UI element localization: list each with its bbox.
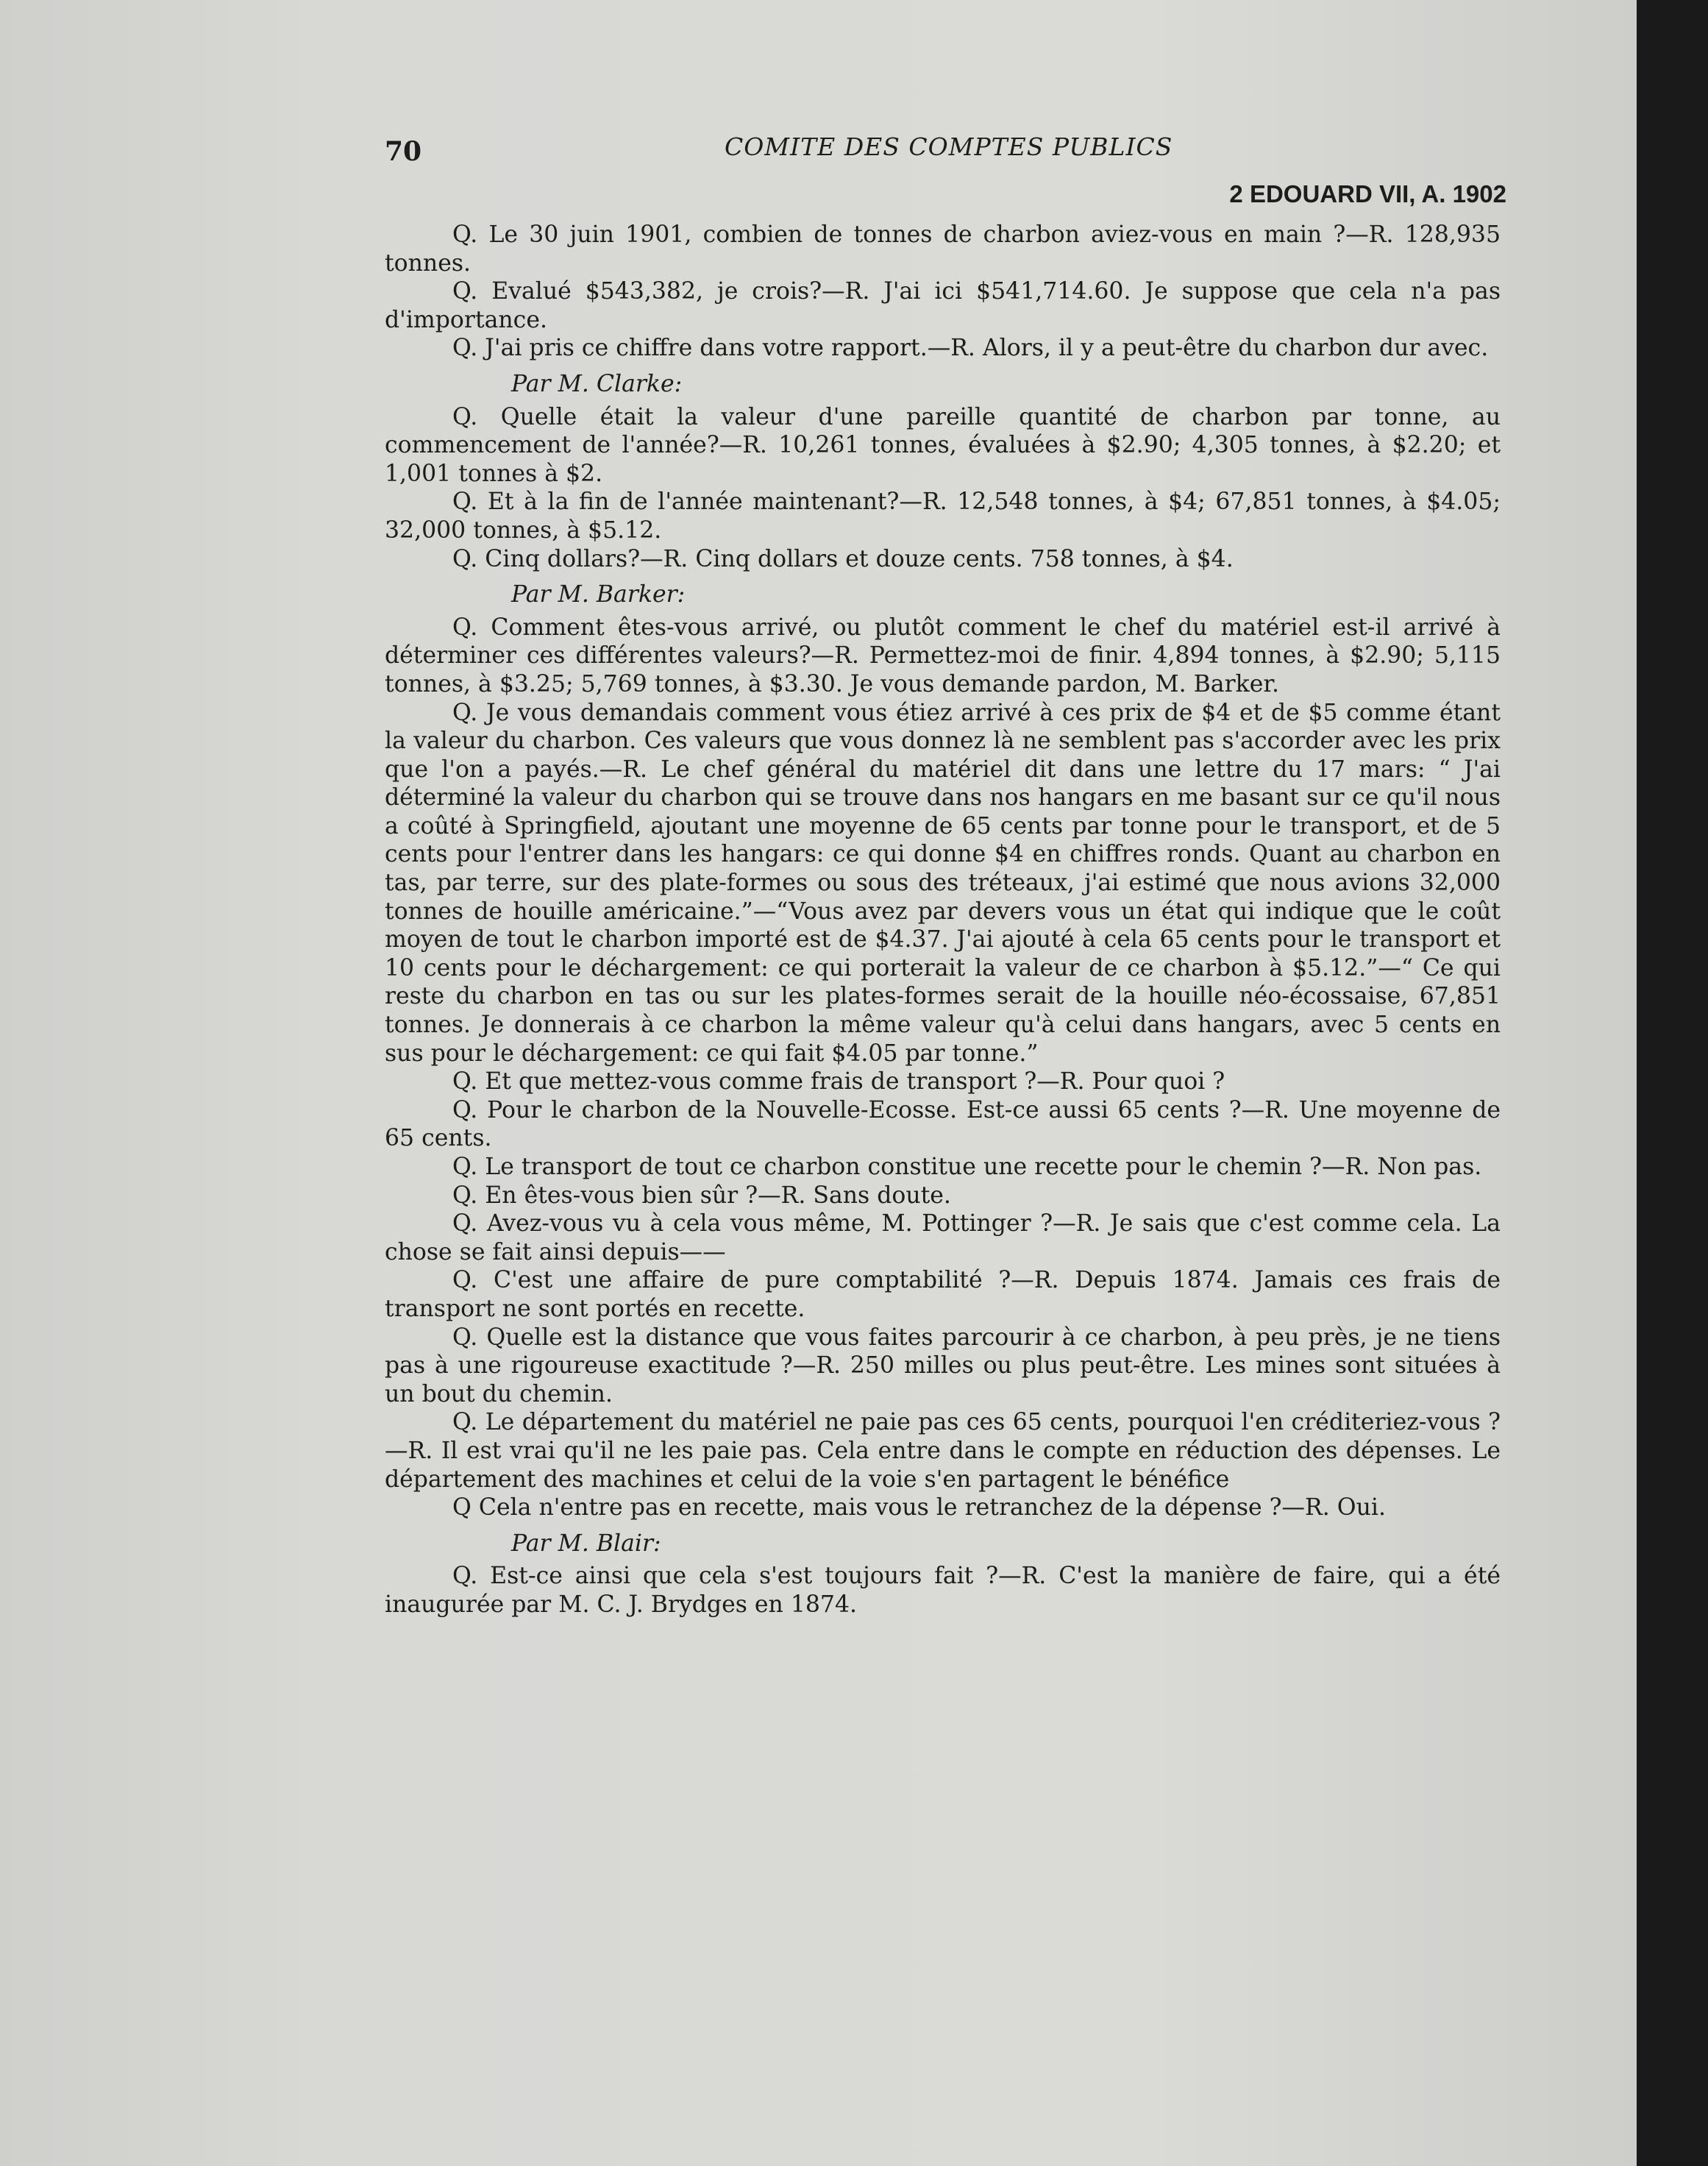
qa-paragraph: Q. Le transport de tout ce charbon constitue une recette pour le chemin ?—R. Non pas. [452,1154,1482,1180]
qa-paragraph: Q. Quelle est la distance que vous faites parcourir à ce charbon, à peu près, je ne tiens pas à une rigoureuse exactitude ?—R. 250 milles ou plus peut-être. Les mines sont situées à un bout du chemin. [385,1324,1501,1407]
speaker-heading: Par M. Clarke: [511,370,683,397]
speaker-heading: Par M. Blair: [511,1530,661,1557]
qa-paragraph: Q. Je vous demandais comment vous étiez arrivé à ces prix de $4 et de $5 comme étant la valeur du charbon. Ces valeurs que vous donnez là ne semblent pas s'accorder avec les prix que l'on a payés.—R. Le chef général du matériel dit dans une lettre du 17 mars: “ J'ai déterminé la valeur du charbon qui se trouve dans nos hangars en me basant sur ce qu'il nous a coûté à Springfield, ajoutant une moyenne de 65 cents par tonne pour le transport, et de 5 cents pour l'entrer dans les hangars: ce qui donne $4 en chiffres ronds. Quant au charbon en tas, par terre, sur des plate-formes ou sous des tréteaux, j'ai estimé que nous avions 32,000 tonnes de houille américaine.”—“Vous avez par devers vous un état qui indique que le coût moyen de tout le charbon importé est de $4.37. J'ai ajouté à cela 65 cents pour le transport et 10 cents pour le déchargement: ce qui porterait la valeur de ce charbon à $5.12.”—“ Ce qui reste du charbon en tas ou sur les plates-formes serait de la houille néo-écossaise, 67,851 tonnes. Je donnerais à ce charbon la même valeur qu'à celui dans hangars, avec 5 cents en sus pour le déchargement: ce qui fait $4.05 par tonne.” [385,699,1501,1067]
qa-paragraph: Q. Et à la fin de l'année maintenant?—R. 12,548 tonnes, à $4; 67,851 tonnes, à $4.05; 32,000 tonnes, à $5.12. [385,489,1501,544]
qa-paragraph: Q. Comment êtes-vous arrivé, ou plutôt comment le chef du matériel est-il arrivé à déterminer ces différentes valeurs?—R. Permettez-moi de finir. 4,894 tonnes, à $2.90; 5,115 tonnes, à $3.25; 5,769 tonnes, à $3.30. Je vous demande pardon, M. Barker. [385,614,1501,697]
page-number: 70 [385,136,422,167]
session-label: 2 EDOUARD VII, A. 1902 [1229,180,1506,207]
qa-paragraph: Q. C'est une affaire de pure comptabilité ?—R. Depuis 1874. Jamais ces frais de transport ne sont portés en recette. [385,1267,1501,1322]
qa-paragraph: Q. Avez-vous vu à cela vous même, M. Pottinger ?—R. Je sais que c'est comme cela. La chose se fait ainsi depuis—— [385,1210,1501,1265]
qa-paragraph: Q. Evalué $543,382, je crois?—R. J'ai ici $541,714.60. Je suppose que cela n'a pas d'importance. [385,278,1501,333]
running-title: COMITE DES COMPTES PUBLICS [725,132,1173,161]
qa-paragraph: Q. Cinq dollars?—R. Cinq dollars et douze cents. 758 tonnes, à $4. [452,545,1234,572]
qa-paragraph: Q. Quelle était la valeur d'une pareille quantité de charbon par tonne, au commencement de l'année?—R. 10,261 tonnes, évaluées à $2.90; 4,305 tonnes, à $2.20; et 1,001 tonnes à $2. [385,403,1501,487]
speaker-heading: Par M. Barker: [511,581,686,608]
qa-paragraph: Q. Et que mettez-vous comme frais de transport ?—R. Pour quoi ? [452,1068,1225,1096]
qa-paragraph: Q. Pour le charbon de la Nouvelle-Ecosse. Est-ce aussi 65 cents ?—R. Une moyenne de 65 cents. [385,1096,1501,1152]
qa-paragraph: Q. Est-ce ainsi que cela s'est toujours fait ?—R. C'est la manière de faire, qui a été inaugurée par M. C. J. Brydges en 1874. [385,1563,1501,1618]
document-body [385,221,1501,1619]
qa-paragraph: Q. Le département du matériel ne paie pas ces 65 cents, pourquoi l'en créditeriez-vous ?—R. Il est vrai qu'il ne les paie pas. Cela entre dans le compte en réduction des dépenses. Le département des machines et celui de la voie s'en partagent le bénéfice [385,1409,1501,1493]
qa-paragraph: Q. En êtes-vous bien sûr ?—R. Sans doute. [452,1182,951,1209]
qa-paragraph: Q Cela n'entre pas en recette, mais vous le retranchez de la dépense ?—R. Oui. [452,1494,1386,1521]
qa-paragraph: Q. J'ai pris ce chiffre dans votre rapport.—R. Alors, il y a peut-être du charbon dur avec. [452,335,1489,362]
qa-paragraph: Q. Le 30 juin 1901, combien de tonnes de charbon aviez-vous en main ?—R. 128,935 tonnes. [385,221,1501,277]
